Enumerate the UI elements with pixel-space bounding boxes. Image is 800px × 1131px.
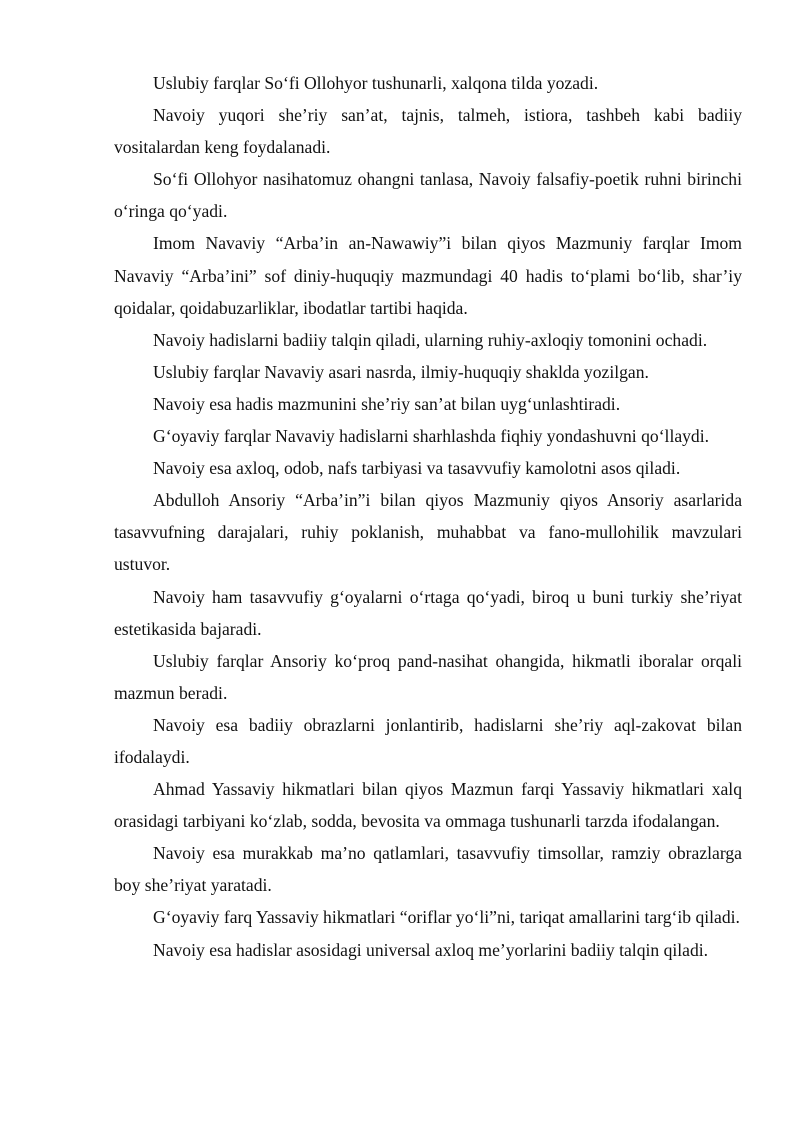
paragraph: Uslubiy farqlar Ansoriy ko‘proq pand-nasihat ohangida, hikmatli iboralar orqali mazmun beradi. — [114, 650, 742, 703]
paragraph: Navoiy esa badiiy obrazlarni jonlantirib, hadislarni she’riy aql-zakovat bilan ifodalaydi. — [114, 714, 742, 767]
paragraph: Navoiy esa hadislar asosidagi universal axloq me’yorlarini badiiy talqin qiladi. — [153, 939, 709, 960]
paragraph: G‘oyaviy farqlar Navaviy hadislarni sharhlashda fiqhiy yondashuvni qo‘llaydi. — [153, 426, 710, 447]
paragraph: Imom Navaviy “Arba’in an-Nawawiy”i bilan qiyos Mazmuniy farqlar Imom Navaviy “Arba’ini” sof diniy-huquqiy mazmundagi 40 hadis to‘plami bo‘lib, shar’iy qoidalar, qoidabuzarliklar, ibodatlar tartibi haqida. — [114, 233, 742, 318]
paragraph: Navoiy hadislarni badiiy talqin qiladi, ularning ruhiy-axloqiy tomonini ochadi. — [153, 329, 708, 350]
document-page — [114, 67, 742, 966]
paragraph: Uslubiy farqlar Navaviy asari nasrda, ilmiy-huquqiy shaklda yozilgan. — [153, 361, 649, 382]
paragraph: Ahmad Yassaviy hikmatlari bilan qiyos Mazmun farqi Yassaviy hikmatlari xalq orasidagi tarbiyani ko‘zlab, sodda, bevosita va ommaga tushunarli tarzda ifodalangan. — [114, 779, 742, 832]
paragraph: Uslubiy farqlar So‘fi Ollohyor tushunarli, xalqona tilda yozadi. — [153, 73, 599, 93]
paragraph: Navoiy yuqori she’riy san’at, tajnis, talmeh, istiora, tashbeh kabi badiiy vositalardan keng foydalanadi. — [114, 105, 742, 158]
paragraph: Navoiy esa murakkab ma’no qatlamlari, tasavvufiy timsollar, ramziy obrazlarga boy she’riyat yaratadi. — [114, 843, 742, 896]
paragraph: Navoiy esa axloq, odob, nafs tarbiyasi va tasavvufiy kamolotni asos qiladi. — [153, 458, 681, 479]
paragraph: Navoiy esa hadis mazmunini she’riy san’at bilan uyg‘unlashtiradi. — [153, 393, 621, 414]
paragraph: G‘oyaviy farq Yassaviy hikmatlari “oriflar yo‘li”ni, tariqat amallarini targ‘ib qiladi. — [153, 907, 740, 928]
paragraph: Abdulloh Ansoriy “Arba’in”i bilan qiyos Mazmuniy qiyos Ansoriy asarlarida tasavvufning darajalari, ruhiy poklanish, muhabbat va fano-mullohilik mavzulari ustuvor. — [114, 490, 742, 575]
paragraph: Navoiy ham tasavvufiy g‘oyalarni o‘rtaga qo‘yadi, biroq u buni turkiy she’riyat estetikasida bajaradi. — [114, 586, 742, 639]
paragraph: So‘fi Ollohyor nasihatomuz ohangni tanlasa, Navoiy falsafiy-poetik ruhni birinchi o‘ringa qo‘yadi. — [114, 169, 742, 222]
